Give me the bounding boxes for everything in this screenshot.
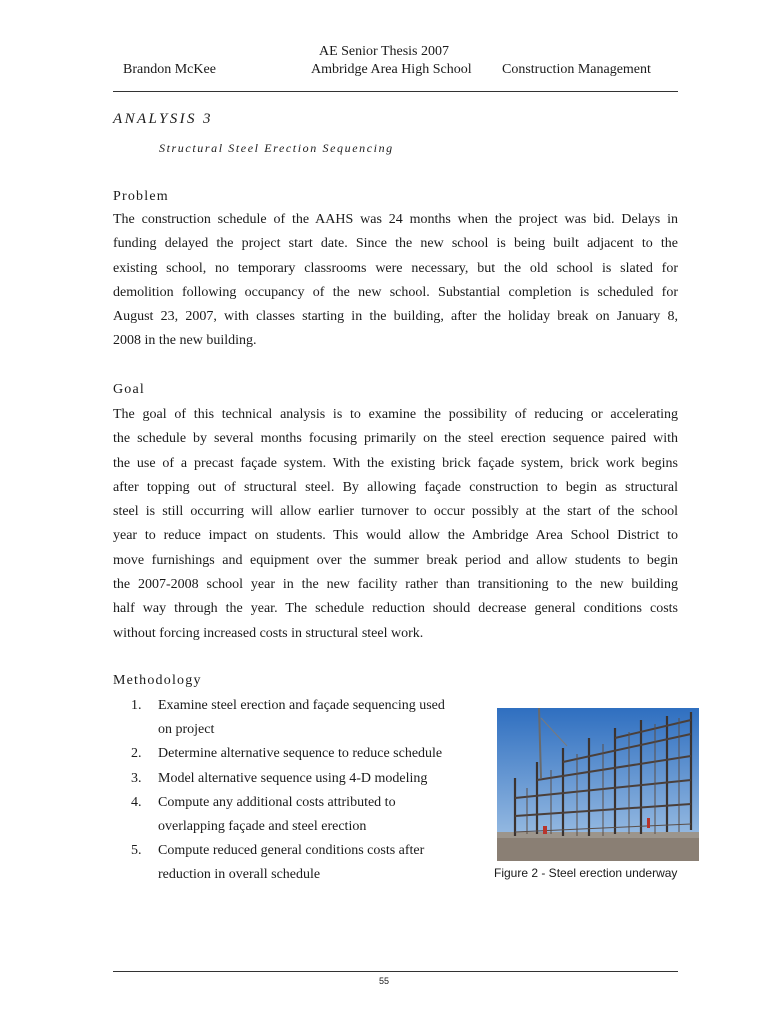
- goal-line: year to reduce impact on students. This would allow the Ambridge Area School District to: [113, 528, 678, 544]
- list-text: overlapping façade and steel erection: [158, 819, 367, 835]
- goal-line: steel is still occurring will allow earlier turnover to occur possibly at the start of the school: [113, 504, 678, 520]
- list-number: 3.: [131, 770, 142, 786]
- list-number: 5.: [131, 843, 142, 859]
- header-rule: [113, 91, 678, 92]
- section-subtitle: Structural Steel Erection Sequencing: [159, 141, 394, 155]
- goal-line: the schedule by several months focusing primarily on the steel erection sequence paired with: [113, 431, 678, 447]
- problem-line: funding delayed the project start date. Since the new school is being built adjacent to the: [113, 236, 678, 252]
- author-name: Brandon McKee: [123, 62, 216, 77]
- section-title: ANALYSIS 3: [113, 111, 213, 127]
- list-text: Compute any additional costs attributed to: [158, 794, 396, 810]
- list-item: [131, 839, 476, 887]
- steel-erection-photo: [497, 708, 699, 861]
- page-number: 55: [378, 976, 389, 986]
- list-text: Model alternative sequence using 4-D modeling: [158, 770, 428, 786]
- footer-rule: [113, 971, 678, 972]
- list-item: [131, 742, 476, 766]
- list-text: reduction in overall schedule: [158, 867, 321, 883]
- problem-line: demolition following occupancy of the new school. Substantial completion is scheduled for: [113, 284, 678, 300]
- figure-caption: Figure 2 - Steel erection underway: [494, 866, 678, 880]
- goal-line: the 2007-2008 school year in the new facility rather than transitioning to the new building: [113, 577, 678, 593]
- methodology-heading: Methodology: [113, 673, 202, 688]
- list-text: Compute reduced general conditions costs after: [158, 843, 425, 859]
- list-number: 2.: [131, 746, 142, 762]
- list-item: [131, 791, 476, 839]
- list-number: 1.: [131, 698, 142, 713]
- problem-heading: Problem: [113, 189, 169, 204]
- problem-line: The construction schedule of the AAHS was 24 months when the project was bid. Delays in: [113, 212, 678, 227]
- goal-line: the use of a precast façade system. With the existing brick façade system, brick work begins: [113, 455, 678, 471]
- goal-line: half way through the year. The schedule reduction should decrease general conditions costs: [113, 601, 678, 617]
- list-text: on project: [158, 722, 215, 738]
- thesis-title: AE Senior Thesis 2007: [318, 44, 449, 59]
- list-text: Examine steel erection and façade sequencing used: [158, 698, 445, 713]
- goal-line: after topping out of structural steel. By allowing façade construction to begin as structural: [113, 479, 678, 495]
- methodology-list: [131, 694, 476, 888]
- goal-heading: Goal: [113, 382, 146, 397]
- problem-line: August 23, 2007, with classes starting in the building, after the holiday break on January 8,: [113, 309, 678, 325]
- goal-line: move furnishings and equipment over the summer break period and allow students to begin: [113, 552, 678, 568]
- list-number: 4.: [131, 794, 142, 810]
- goal-line: without forcing increased costs in structural steel work.: [113, 625, 424, 641]
- goal-paragraph: [113, 403, 678, 646]
- list-item: [131, 767, 476, 791]
- problem-line: existing school, no temporary classrooms were necessary, but the old school is slated for: [113, 260, 678, 276]
- list-text: Determine alternative sequence to reduce schedule: [158, 746, 443, 762]
- project-name: Ambridge Area High School: [311, 62, 472, 77]
- option-name: Construction Management: [502, 62, 651, 77]
- problem-line: 2008 in the new building.: [113, 333, 257, 349]
- list-item: [131, 694, 476, 742]
- goal-line: The goal of this technical analysis is to examine the possibility of reducing or accelerating: [113, 407, 678, 422]
- problem-paragraph: [113, 208, 678, 354]
